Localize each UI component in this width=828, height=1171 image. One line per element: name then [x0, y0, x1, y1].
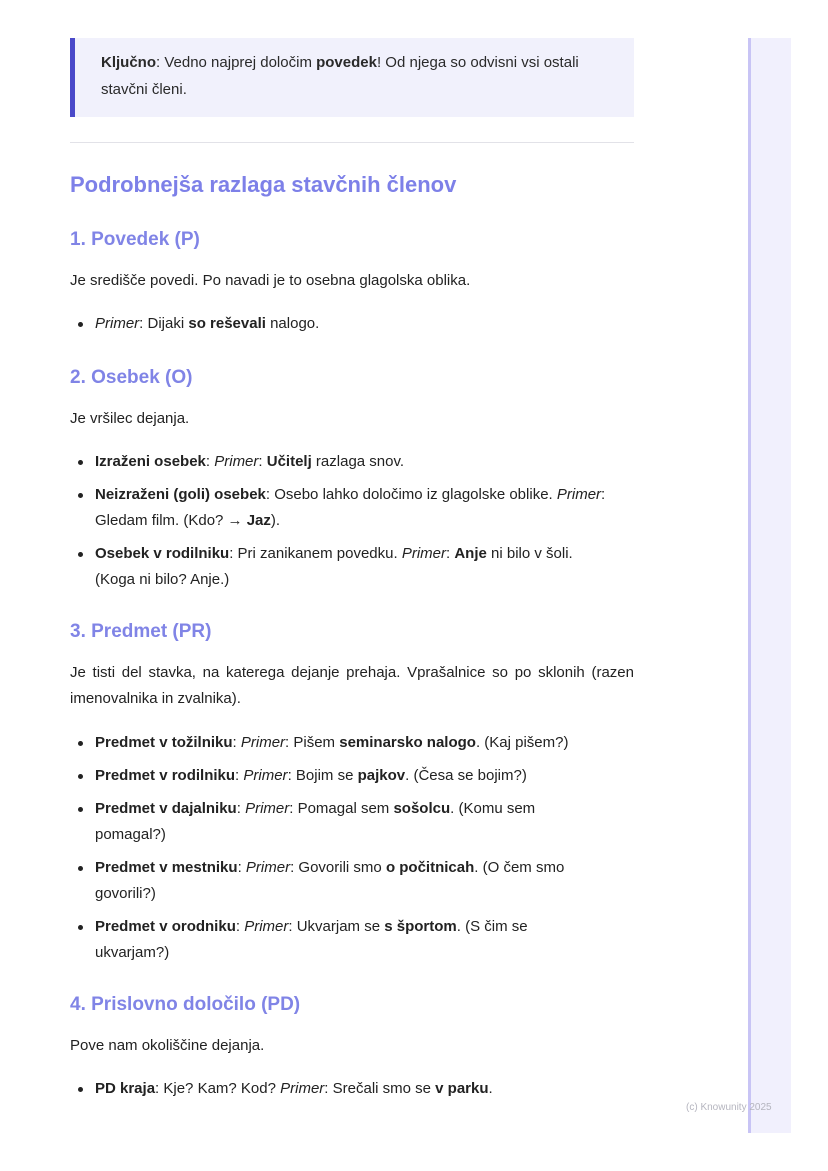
- document-page: [70, 38, 634, 200]
- list-item: Predmet v rodilniku: Primer: Bojim se pajkov. (Česa se bojim?): [70, 763, 580, 789]
- callout-text: : Vedno najprej določim: [156, 54, 317, 71]
- divider: [70, 142, 634, 143]
- section-desc-predmet: Je tisti del stavka, na katerega dejanje prehaja. Vprašalnice so po sklonih (razen imenovalnika in zvalnika).: [70, 664, 634, 707]
- list-item: Predmet v dajalniku: Primer: Pomagal sem sošolcu. (Komu sem pomagal?): [70, 796, 580, 848]
- list-item: Osebek v rodilniku: Pri zanikanem povedku. Primer: Anje ni bilo v šoli. (Koga ni bilo? Anje.): [70, 541, 610, 593]
- list-prislovno: [70, 1076, 634, 1102]
- list-item: PD kraja: Kje? Kam? Kod? Primer: Srečali smo se v parku.: [70, 1076, 634, 1102]
- main-heading: Podrobnejša razlaga stavčnih členov: [70, 172, 457, 197]
- section-title-povedek: 1. Povedek (P): [70, 229, 200, 250]
- list-item: Primer: Dijaki so reševali nalogo.: [70, 311, 634, 337]
- list-item: Predmet v orodniku: Primer: Ukvarjam se s športom. (S čim se ukvarjam?): [70, 914, 580, 966]
- section-desc-osebek: Je vršilec dejanja.: [70, 410, 190, 427]
- key-callout: [70, 38, 634, 117]
- section-desc-povedek: Je središče povedi. Po navadi je to osebna glagolska oblika.: [70, 272, 471, 289]
- list-osebek: [70, 449, 610, 593]
- page-side-margin: [748, 38, 791, 1133]
- list-item: Predmet v mestniku: Primer: Govorili smo o počitnicah. (O čem smo govorili?): [70, 855, 580, 907]
- callout-strong-kljucno: Ključno: [101, 54, 156, 71]
- callout-strong-povedek: povedek: [316, 54, 377, 71]
- section-title-prislovno: 4. Prislovno določilo (PD): [70, 994, 301, 1015]
- section-desc-prislovno: Pove nam okoliščine dejanja.: [70, 1037, 265, 1054]
- section-title-osebek: 2. Osebek (O): [70, 367, 193, 388]
- list-item: Neizraženi (goli) osebek: Osebo lahko določimo iz glagolske oblike. Primer: Gledam film. (Kdo? → Jaz).: [70, 482, 610, 534]
- callout-text-rest: ! Od njega so odvisni vsi ostali stavčni členi.: [101, 54, 579, 98]
- list-item: Predmet v tožilniku: Primer: Pišem seminarsko nalogo. (Kaj pišem?): [70, 730, 580, 756]
- section-title-predmet: 3. Predmet (PR): [70, 621, 212, 642]
- list-povedek: [70, 311, 634, 337]
- list-item: Izraženi osebek: Primer: Učitelj razlaga snov.: [70, 449, 610, 475]
- footer-copyright: (c) Knowunity 2025: [686, 1102, 772, 1113]
- list-predmet: [70, 730, 580, 966]
